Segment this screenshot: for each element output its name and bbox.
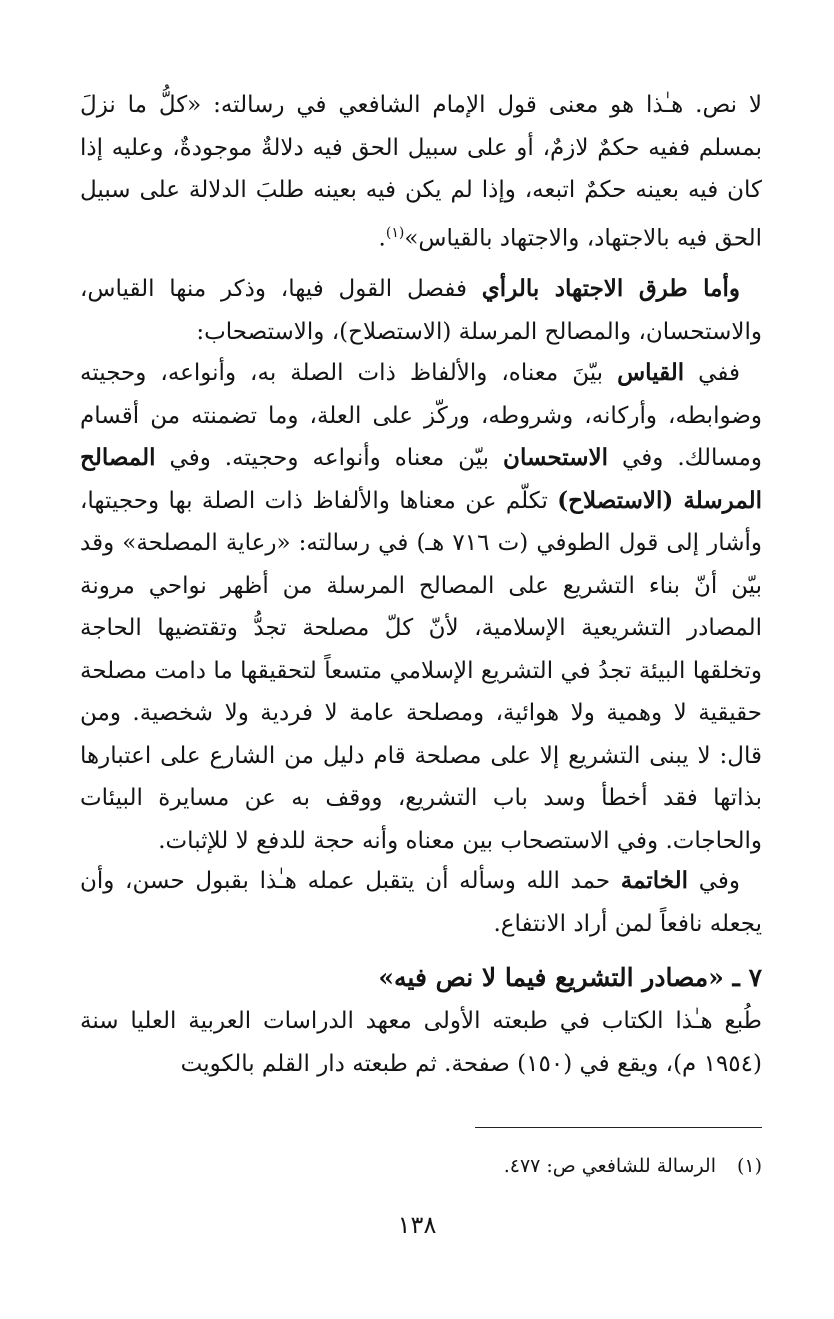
bold-term-khatima: الخاتمة xyxy=(620,867,689,894)
page-number: ١٣٨ xyxy=(397,1211,437,1239)
footnote-text: الرسالة للشافعي ص: ٤٧٧. xyxy=(503,1155,716,1177)
text-fragment: وفي xyxy=(688,868,740,894)
text-fragment: ففي xyxy=(684,360,740,386)
paragraph-conclusion xyxy=(80,860,762,945)
footnote-separator xyxy=(475,1127,762,1128)
paragraph-publication-info: طُبع هـٰذا الكتاب في طبعته الأولى معهد الدراسات العربية العليا سنة (١٩٥٤ م)، ويقع في (١٥٠) صفحة. ثم طبعته دار القلم بالكويت xyxy=(80,1008,762,1077)
bold-term-qiyas: القياس xyxy=(617,359,685,386)
footnote xyxy=(504,1150,762,1182)
bold-term-istihsan: الاستحسان xyxy=(503,444,609,471)
section-heading: ٧ ـ «مصادر التشريع فيما لا نص فيه» xyxy=(378,963,762,992)
text-fragment: بيّن معناه وأنواعه وحجيته. وفي xyxy=(155,445,504,471)
footnote-number: (١) xyxy=(736,1155,762,1177)
paragraph-text: ففصل القول فيها، وذكر منها القياس، والاستحسان، والمصالح المرسلة (الاستصلاح)، والاستصحاب: xyxy=(80,276,762,345)
bold-term-maslaha: المصالح المرسلة (الاستصلاح) xyxy=(80,444,763,514)
text-fragment: بيّنَ معناه، والألفاظ ذات الصلة به، وأنواعه، وحجيته وضوابطه، وأركانه، وشروطه، وركّز على العلة، وما تضمنته من أقسام ومسالك. وفي xyxy=(80,360,762,471)
text-fragment: تكلّم عن معناها والألفاظ ذات الصلة بها وحجيتها، وأشار إلى قول الطوفي (ت ٧١٦ هـ) في رسالته: «رعاية المصلحة» وقد بيّن أنّ بناء التشريع على المصالح المرسلة من أظهر نواحي مرونة المصادر التشريعية الإسلامية، لأنّ كلّ مصلحة تجدُّ وتقتضيها الحاجة وتخلقها البيئة تجدُ في التشريع الإسلامي متسعاً لتحقيقها ما دامت مصلحة حقيقية لا وهمية ولا هوائية، ومصلحة عامة لا فردية ولا شخصية. ومن قال: لا يبنى التشريع إلا على مصلحة قام دليل من الشارع على اعتبارها بذاتها فقد أخطأ وسد باب التشريع، ووقف به عن مسايرة البيئات والحاجات. وفي الاستصحاب بين معناه وأنه حجة للدفع لا للإثبات. xyxy=(80,487,762,854)
footnote-reference: (١) xyxy=(385,224,405,241)
paragraph-text: لا نص. هـٰذا هو معنى قول الإمام الشافعي في رسالته: «كلُّ ما نزلَ بمسلم ففيه حكمٌ لازمٌ، أو على سبيل الحق فيه دلالةٌ موجودةٌ، وعليه إذا كان فيه بعينه حكمٌ اتبعه، وإذا لم يكن فيه بعينه طلبَ الدلالة على سبيل الحق فيه بالاجتهاد، والاجتهاد بالقياس» xyxy=(80,92,762,252)
bold-term: وأما طرق الاجتهاد بالرأي xyxy=(481,275,740,302)
paragraph-qiyas-istihsan-maslaha xyxy=(80,352,762,862)
text-fragment: حمد الله وسأله أن يتقبل عمله هـٰذا بقبول حسن، وأن يجعله نافعاً لمن أراد الانتفاع. xyxy=(80,868,762,937)
sentence-end: . xyxy=(378,225,386,252)
paragraph-ijtihad-methods xyxy=(80,268,762,353)
paragraph-shafii-quote xyxy=(80,84,762,260)
